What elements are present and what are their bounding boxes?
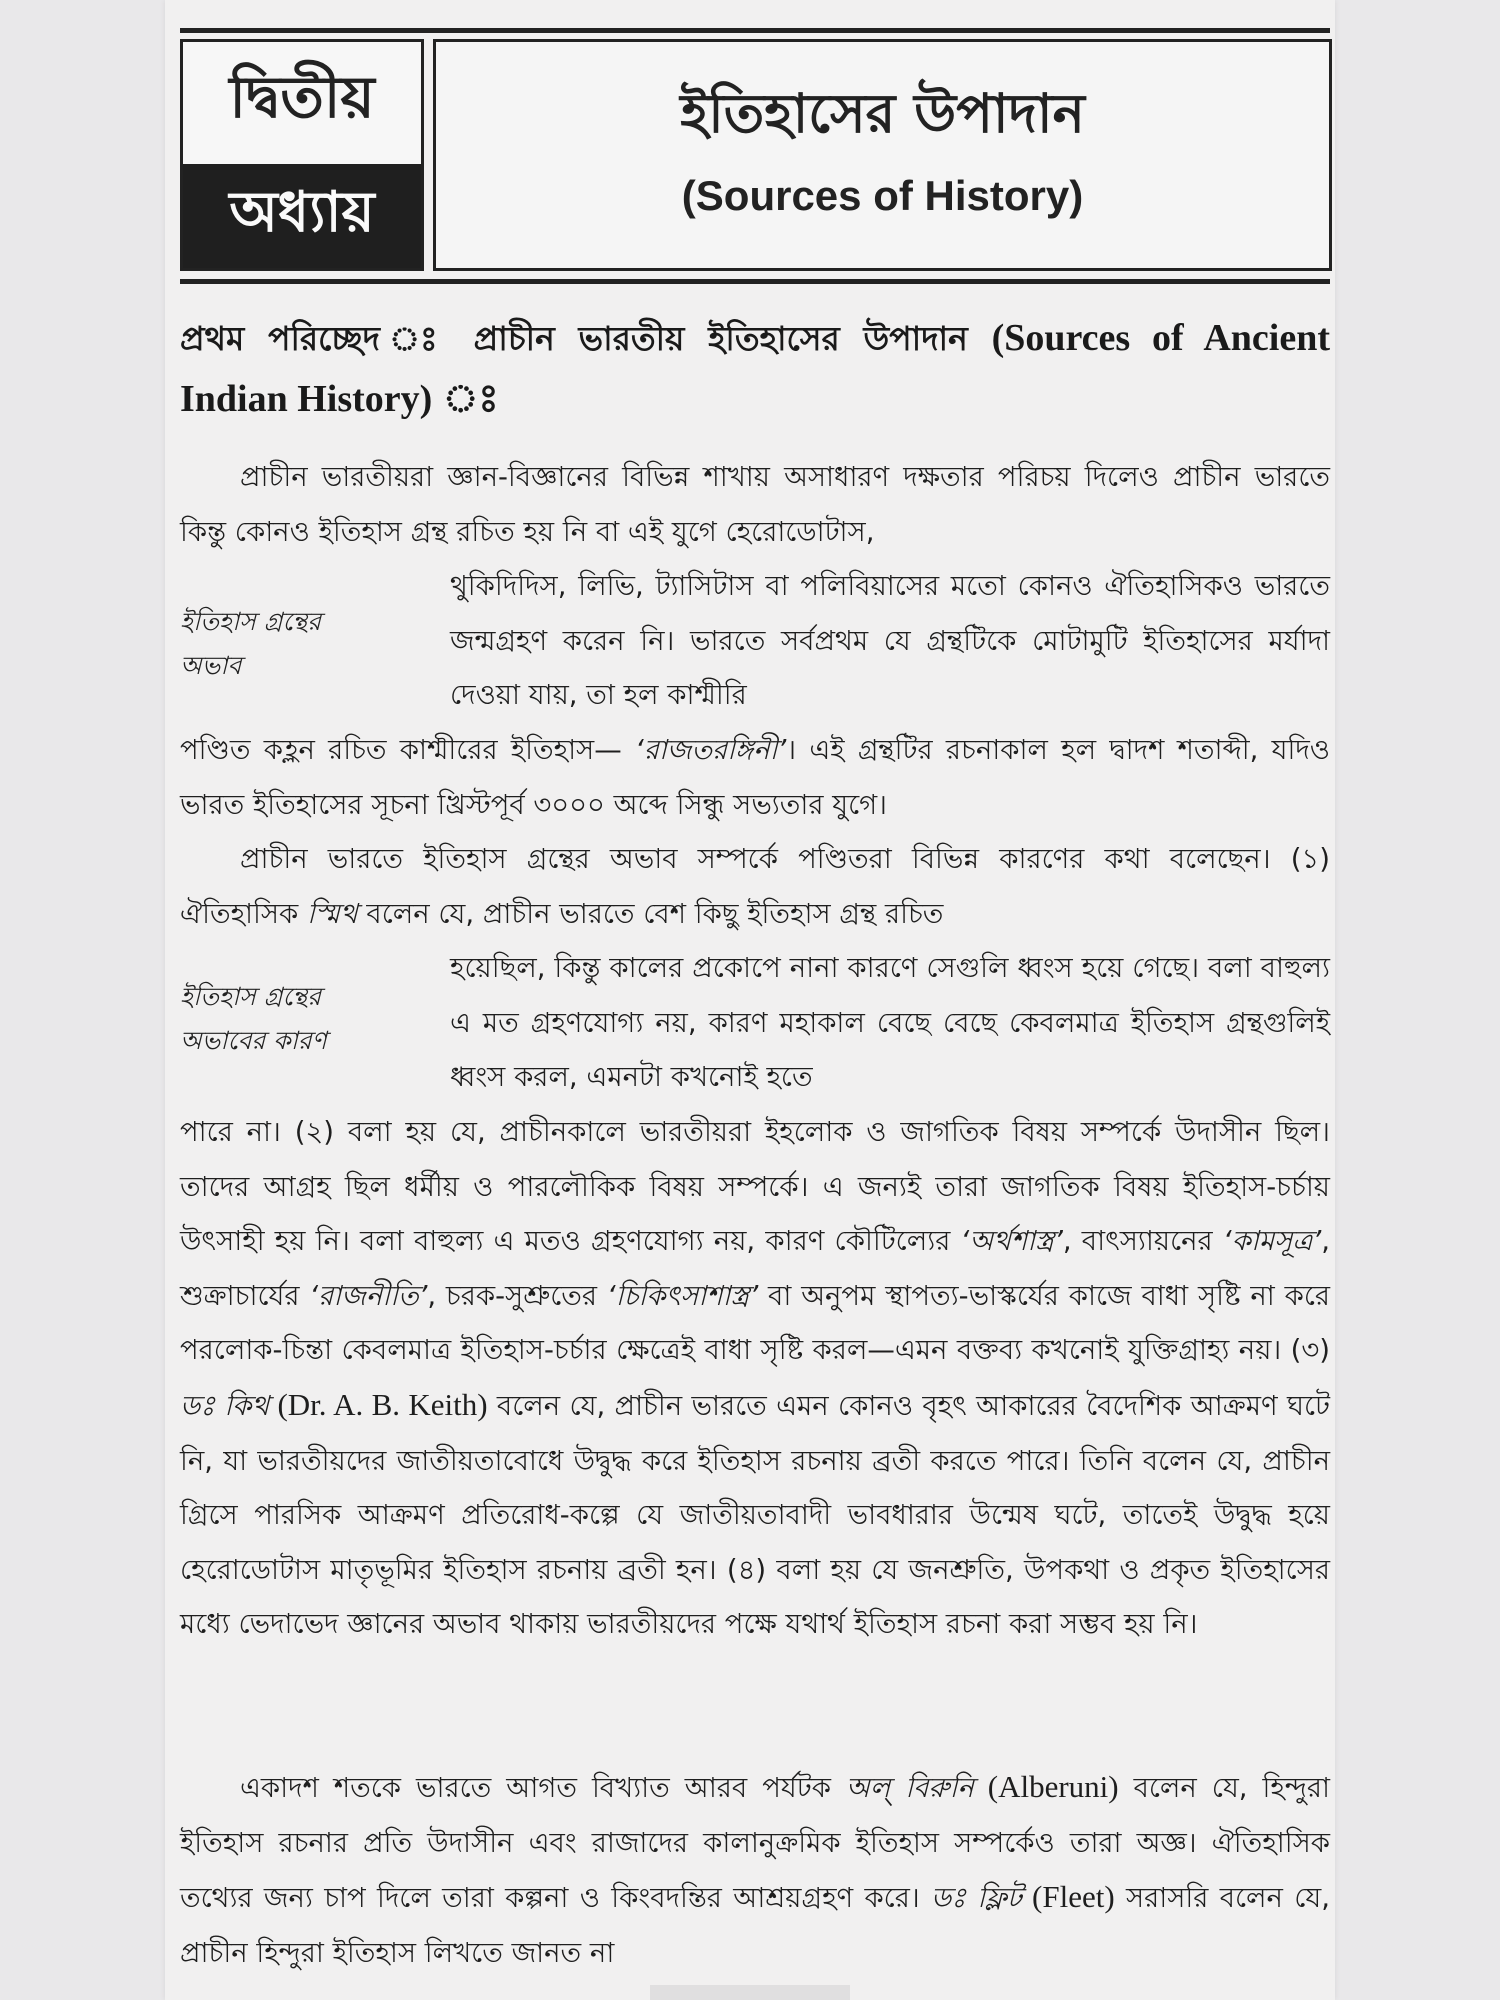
paragraph-text: থুকিদিদিস, লিভি, ট্যাসিটাস বা পলিবিয়াসের মতো কোনও ঐতিহাসিকও ভারতে জন্মগ্রহণ করেন নি। ভারতে সর্বপ্রথম যে গ্রন্থটিকে মোটামুটি ইতিহাসের মর্যাদা দেওয়া যায়, তা হল কাশ্মীরি — [450, 570, 1330, 712]
alberuni-english-name: (Alberuni) — [973, 1769, 1119, 1804]
rajniti-title: ‘রাজনীতি’ — [309, 1279, 428, 1312]
keith-english-name: (Dr. A. B. Keith) — [269, 1386, 488, 1422]
paragraph-1-indented — [450, 559, 1330, 723]
chapter-title-english: (Sources of History) — [681, 172, 1084, 219]
paragraph-text: বলেন যে, প্রাচীন ভারতে বেশ কিছু ইতিহাস গ্রন্থ রচিত — [357, 897, 944, 930]
paragraph-2-indented — [450, 941, 1330, 1105]
fleet-name: ডঃ ফ্লিট — [931, 1882, 1022, 1915]
paragraph-text: , চরক-সুশ্রুতের — [427, 1279, 607, 1312]
paragraph-text: একাদশ শতকে ভারতে আগত বিখ্যাত আরব পর্যটক — [240, 1772, 846, 1804]
section-heading-bengali: প্রথম পরিচ্ছেদ ঃ প্রাচীন ভারতীয় ইতিহাসের উপাদান — [180, 319, 968, 358]
chapter-word-label: অধ্যায় — [183, 164, 421, 268]
paragraph-text: , বাৎস্যায়নের — [1062, 1225, 1223, 1258]
paragraph-1-intro — [180, 450, 1330, 559]
chikitsashastra-title: ‘চিকিৎসাশাস্ত্র’ — [606, 1279, 759, 1312]
paragraph-text: প্রাচীন ভারতে ইতিহাস গ্রন্থের অভাব সম্পর্কে পণ্ডিতরা বিভিন্ন কারণের কথা বলেছেন। (১) ঐতিহাসিক — [180, 843, 1330, 930]
paragraph-text: । এই গ্রন্থটির রচনাকাল হল দ্বাদশ শতাব্দী, যদিও ভারত ইতিহাসের সূচনা খ্রিস্টপূর্ব ৩০০০ অব্দে সিন্ধু সভ্যতার যুগে। — [180, 734, 1331, 821]
rajtarangini-title: ‘রাজতরঙ্গিনী’ — [634, 734, 787, 766]
smith-name: স্মিথ — [307, 897, 358, 930]
kamasutra-title: ‘কামসূত্র’ — [1222, 1225, 1322, 1258]
paragraph-text: , শুক্রাচার্যের — [180, 1225, 1330, 1312]
chapter-number-label: দ্বিতীয় — [229, 62, 375, 131]
margin-note-lack-of-history: ইতিহাস গ্রন্থের অভাব — [180, 607, 322, 680]
paragraph-text: পারে না। (২) বলা হয় যে, প্রাচীনকালে ভারতীয়রা ইহলোক ও জাগতিক বিষয় সম্পর্কে উদাসীন ছিল। তাদের আগ্রহ ছিল ধর্মীয় ও পারলৌকিক বিষয় সম্পর্কে। এ জন্যই তারা জাগতিক বিষয় ইতিহাস-চর্চায় উৎসাহী হয় নি। বলা বাহুল্য এ মতও গ্রহণযোগ্য নয়, কারণ কৌটিল্যের — [180, 1116, 1330, 1258]
paragraph-text: হয়েছিল, কিন্তু কালের প্রকোপে নানা কারণে সেগুলি ধ্বংস হয়ে গেছে। বলা বাহুল্য এ মত গ্রহণযোগ্য নয়, কারণ মহাকাল বেছে বেছে কেবলমাত্র ইতিহাস গ্রন্থগুলিই ধ্বংস করল, এমনটা কখনোই হতে — [450, 952, 1330, 1094]
paragraph-1-tail — [180, 723, 1330, 832]
page-bottom-shadow — [650, 1985, 850, 2000]
paragraph-text: পণ্ডিত কহ্লন রচিত কাশ্মীরের ইতিহাস— — [180, 734, 635, 766]
chapter-title-bengali: ইতিহাসের উপাদান — [680, 81, 1085, 145]
paragraph-text: সরাসরি বলেন যে, প্রাচীন হিন্দুরা ইতিহাস লিখতে জানত না — [180, 1882, 1330, 1969]
alberuni-name: অল্ বিরুনি — [845, 1772, 974, 1804]
section-heading-english: (Sources of Ancient Indian History) ঃ — [180, 317, 1330, 420]
chapter-title-box — [433, 39, 1332, 271]
paragraph-3 — [180, 1760, 1330, 1980]
paragraph-text: বা অনুপম স্থাপত্য-ভাস্কর্যের কাজে বাধা সৃষ্টি না করে পরলোক-চিন্তা কেবলমাত্র ইতিহাস-চর্চার ক্ষেত্রেই বাধা সৃষ্টি করল—এমন বক্তব্য কখনোই যুক্তিগ্রাহ্য নয়। (৩) — [180, 1279, 1330, 1367]
fleet-english-name: (Fleet) — [1021, 1879, 1115, 1915]
chapter-number-box — [180, 39, 424, 271]
paragraph-2-body — [180, 1105, 1330, 1652]
paragraph-text: বলেন যে, হিন্দুরা ইতিহাস রচনার প্রতি উদাসীন এবং রাজাদের কালানুক্রমিক ইতিহাস সম্পর্কেও তারা অজ্ঞ। ঐতিহাসিক তথ্যের জন্য চাপ দিলে তারা কল্পনা ও কিংবদন্তির আশ্রয়গ্রহণ করে। — [180, 1772, 1330, 1915]
chapter-header — [180, 28, 1330, 284]
margin-note-reasons: ইতিহাস গ্রন্থের অভাবের কারণ — [180, 982, 327, 1055]
paragraph-text: প্রাচীন ভারতীয়রা জ্ঞান-বিজ্ঞানের বিভিন্ন শাখায় অসাধারণ দক্ষতার পরিচয় দিলেও প্রাচীন ভারতে কিন্তু কোনও ইতিহাস গ্রন্থ রচিত হয় নি বা এই যুগে হেরোডোটাস, — [180, 461, 1330, 548]
keith-name: ডঃ কিথ — [180, 1389, 270, 1422]
paragraph-2-intro — [180, 832, 1330, 941]
paragraph-text: বলেন যে, প্রাচীন ভারতে এমন কোনও বৃহৎ আকারের বৈদেশিক আক্রমণ ঘটে নি, যা ভারতীয়দের জাতীয়তাবোধে উদ্বুদ্ধ করে ইতিহাস রচনায় ব্রতী করতে পারে। তিনি বলেন যে, প্রাচীন গ্রিসে পারসিক আক্রমণ প্রতিরোধ-কল্পে যে জাতীয়তাবাদী ভাবধারার উন্মেষ ঘটে, তাতেই উদ্বুদ্ধ হয়ে হেরোডোটাস মাতৃভূমির ইতিহাস রচনায় ব্রতী হন। (৪) বলা হয় যে জনশ্রুতি, উপকথা ও প্রকৃত ইতিহাসের মধ্যে ভেদাভেদ জ্ঞানের অভাব থাকায় ভারতীয়দের পক্ষে যথার্থ ইতিহাস রচনা করা সম্ভব হয় নি। — [180, 1389, 1330, 1641]
section-heading — [180, 308, 1330, 430]
arthashastra-title: ‘অর্থশাস্ত্র’ — [960, 1225, 1063, 1258]
